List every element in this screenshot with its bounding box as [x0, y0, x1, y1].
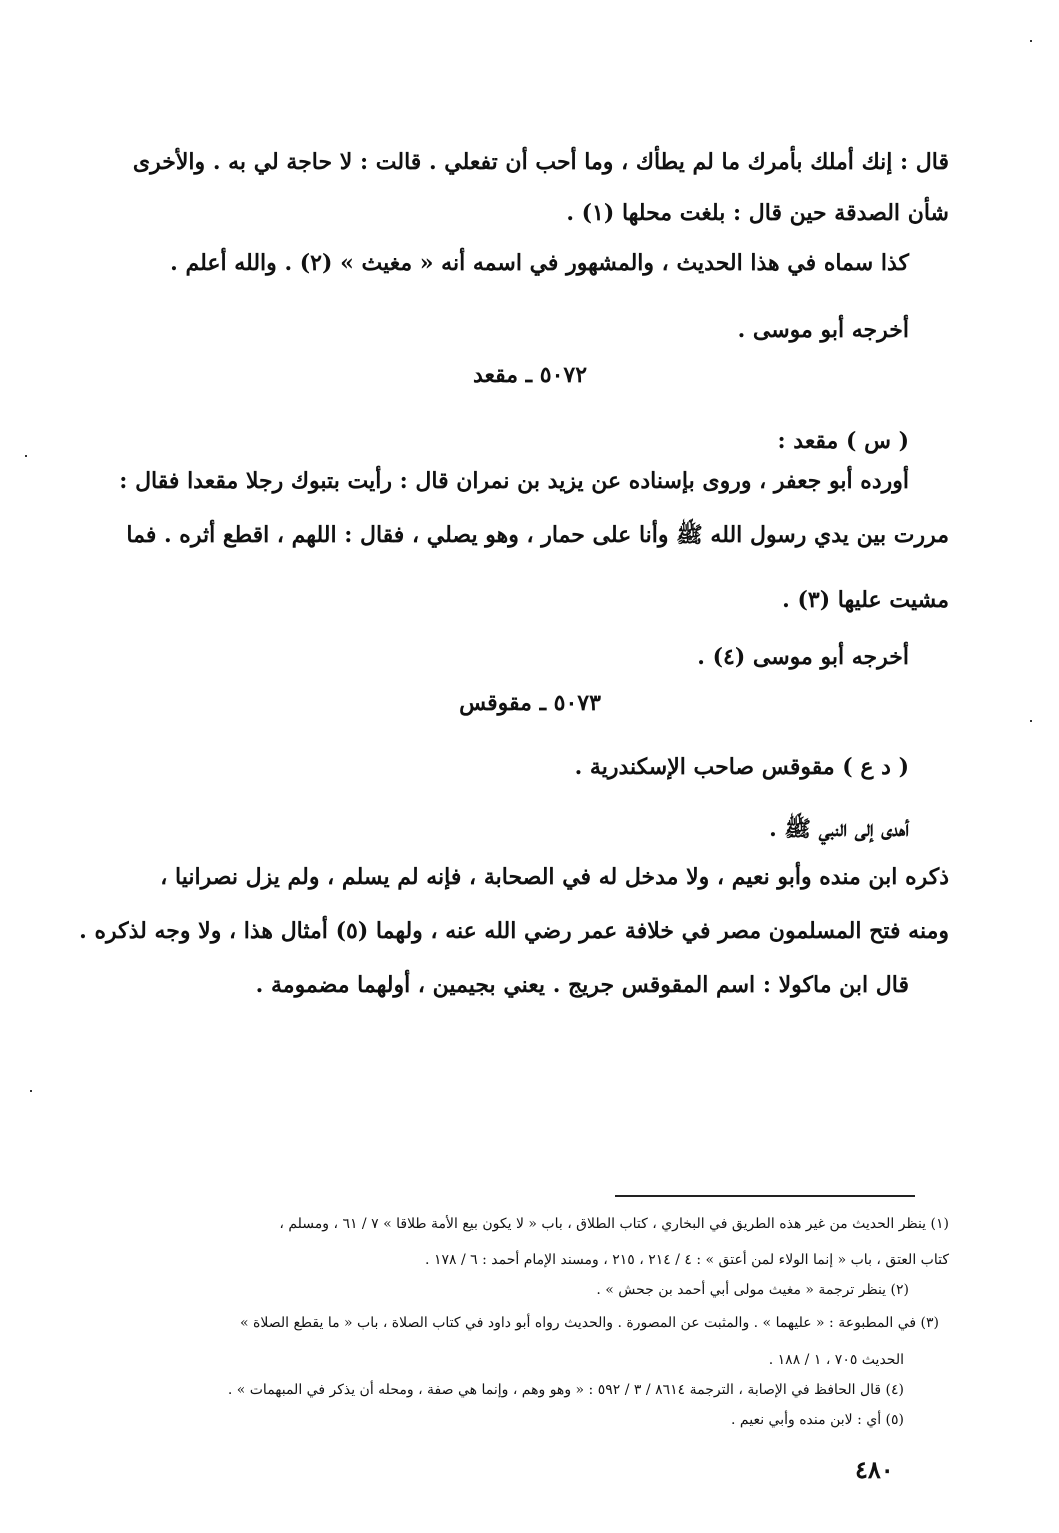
footnote-3-cont: الحديث ٧٠٥ ، ١ / ١٨٨ .: [768, 1352, 904, 1368]
entry-5072-line-4: مشيت عليها (٣) .: [782, 587, 949, 613]
footnote-1-cont: كتاب العتق ، باب « إنما الولاء لمن أعتق » : ٤ / ٢١٤ ، ٢١٥ ، ومسند الإمام أحمد : ٦ / ١٧٨ .: [425, 1252, 949, 1268]
footnote-1: (١) ينظر الحديث من غير هذه الطريق في البخاري ، كتاب الطلاق ، باب « لا يكون بيع الأمة طلاقا » ٧ / ٦١ ، ومسلم ،: [279, 1216, 949, 1232]
entry-heading-5072: ٥٠٧٢ ـ مقعد: [472, 362, 588, 388]
entry-5073-line-2: أهدى إلى النبي ﷺ .: [769, 816, 909, 842]
body-line-3: كذا سماه في هذا الحديث ، والمشهور في اسمه أنه « مغيث » (٢) . والله أعلم .: [170, 250, 909, 276]
footnote-5: (٥) أي : لابن منده وأبي نعيم .: [731, 1412, 904, 1428]
page-number: ٤٨٠: [855, 1455, 894, 1484]
body-line-2: شأن الصدقة حين قال : بلغت محلها (١) .: [566, 200, 949, 226]
entry-5073-line-5: قال ابن ماكولا : اسم المقوقس جريج . يعني بجيمين ، أولهما مضمومة .: [255, 972, 909, 998]
scan-speck: [25, 455, 27, 457]
footnote-2: (٢) ينظر ترجمة « مغيث مولى أبي أحمد بن جحش » .: [596, 1282, 909, 1298]
entry-5073-line-3: ذكره ابن منده وأبو نعيم ، ولا مدخل له في الصحابة ، فإنه لم يسلم ، ولم يزل نصرانيا ،: [160, 864, 949, 890]
entry-heading-5073: ٥٠٧٣ ـ مقوقس: [459, 690, 601, 716]
entry-5072-line-5: أخرجه أبو موسى (٤) .: [697, 644, 909, 670]
footnote-3: (٣) في المطبوعة : « عليهما » . والمثبت عن المصورة . والحديث رواه أبو داود في كتاب الصلاة ، باب « ما يقطع الصلاة »: [240, 1315, 939, 1331]
entry-5072-line-3: مررت بين يدي رسول الله ﷺ وأنا على حمار ، وهو يصلي ، فقال : اللهم ، اقطع أثره . فما: [126, 522, 949, 548]
entry-5072-line-1: ( س ) مقعد :: [777, 428, 909, 454]
entry-5073-line-1: ( د ع ) مقوقس صاحب الإسكندرية .: [574, 754, 909, 780]
body-line-1: قال : إنك أملك بأمرك ما لم يطأك ، وما أحب أن تفعلي . قالت : لا حاجة لي به . والأخرى: [132, 149, 949, 175]
body-line-4: أخرجه أبو موسى .: [737, 317, 909, 343]
footnote-4: (٤) قال الحافظ في الإصابة ، الترجمة ٨٦١٤ / ٣ / ٥٩٢ : « وهو وهم ، وإنما هي صفة ، ومحله أن يذكر في المبهمات » .: [227, 1382, 904, 1398]
footnote-separator: [615, 1195, 915, 1197]
scan-speck: [1030, 40, 1032, 42]
scan-speck: [1030, 720, 1032, 722]
scan-speck: [30, 1090, 32, 1092]
entry-5073-line-4: ومنه فتح المسلمون مصر في خلافة عمر رضي الله عنه ، ولهما (٥) أمثال هذا ، ولا وجه لذكره .: [79, 918, 949, 944]
entry-5072-line-2: أورده أبو جعفر ، وروى بإسناده عن يزيد بن نمران قال : رأيت بتبوك رجلا مقعدا فقال :: [119, 468, 909, 494]
